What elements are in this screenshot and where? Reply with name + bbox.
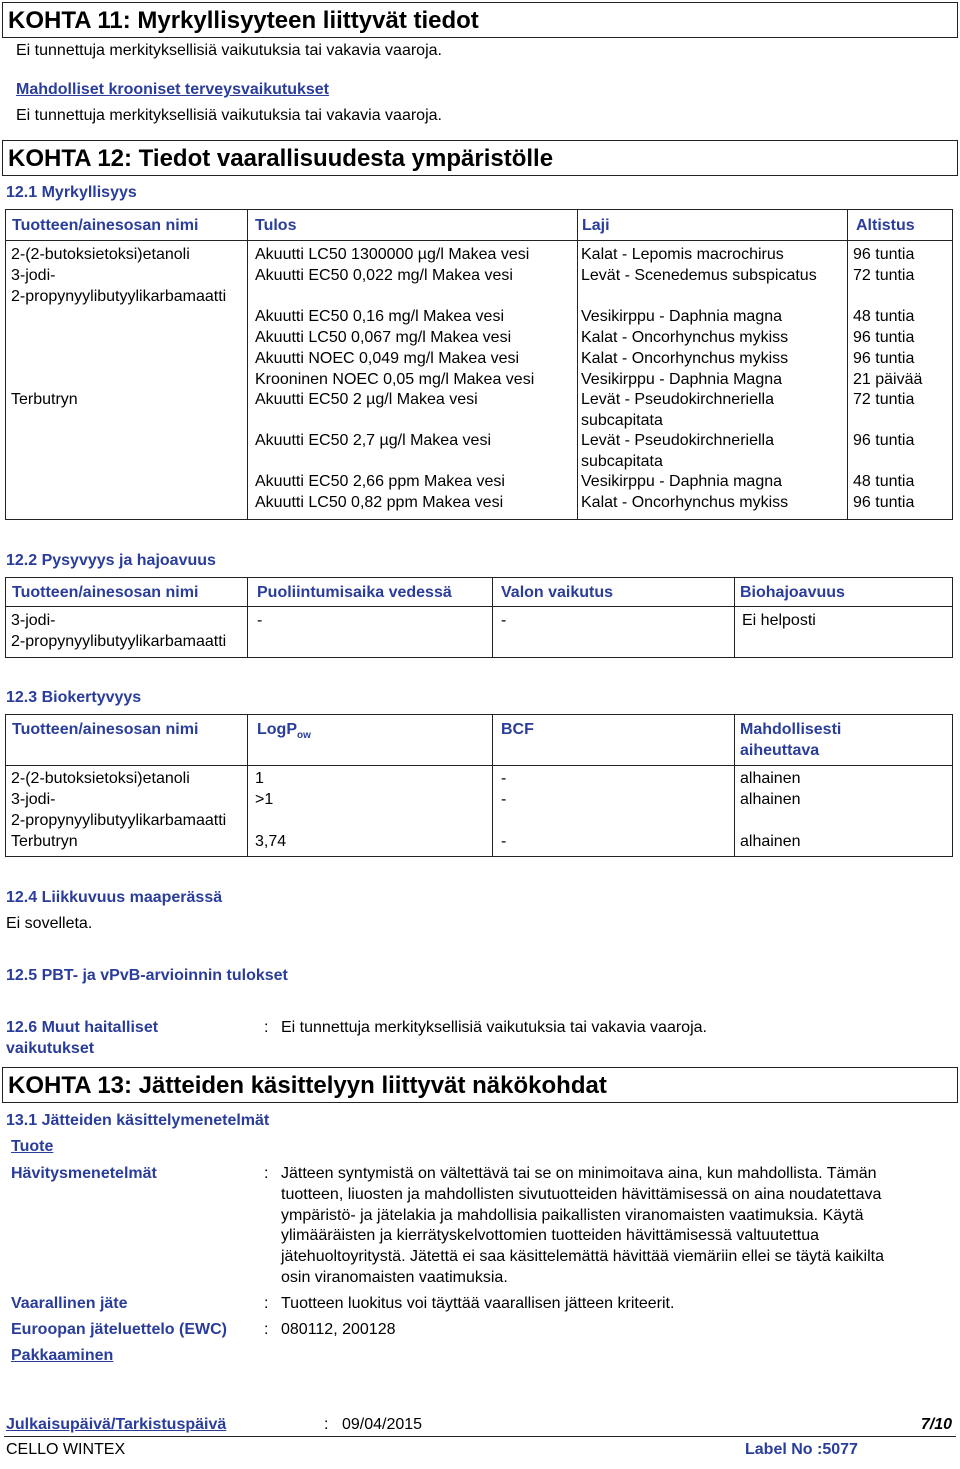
ewc-text: 080112, 200128: [281, 1321, 396, 1338]
bio-potential: alhainen: [740, 791, 801, 808]
colon: :: [264, 1321, 269, 1338]
hazardous-waste-label: Vaarallinen jäte: [11, 1295, 128, 1312]
tox-name: Terbutryn: [11, 391, 78, 408]
tox-result: Akuutti LC50 1300000 µg/l Makea vesi: [255, 246, 530, 263]
tox-exposure: 21 päivää: [853, 371, 923, 388]
tox-exposure: 96 tuntia: [853, 329, 915, 346]
section-12-3-heading: 12.3 Biokertyvyys: [6, 689, 142, 706]
tox-exposure: 48 tuntia: [853, 308, 915, 325]
disposal-line: Jätteen syntymistä on vältettävä tai se on minimoitava aina, kun mahdollista. Tämän: [281, 1165, 877, 1182]
disposal-line: ympäristö- ja jätelakia ja mahdollisia paikallisten viranomaisten vaatimuksia. Käytä: [281, 1206, 864, 1224]
bio-header-potential: Mahdollisesti: [740, 721, 842, 738]
bioaccumulation-table: [5, 714, 953, 857]
tox-result: Akuutti EC50 2,66 ppm Makea vesi: [255, 473, 505, 490]
tox-result: Akuutti EC50 0,022 mg/l Makea vesi: [255, 267, 513, 284]
disposal-line: jätehuoltoyritystä. Jätettä ei saa käsittelemättä hävittää viemäriin ellei se täytä kaikilta: [281, 1248, 884, 1266]
footer-divider: [4, 1436, 956, 1437]
disposal-line: ylimääräisten ja kierrätyskelvottomien tuotteiden hävittämisessä valtuutettua: [281, 1227, 820, 1245]
tox-result: Akuutti EC50 2 µg/l Makea vesi: [255, 391, 478, 408]
bio-potential: alhainen: [740, 833, 801, 850]
bio-header-logp: LogP$_{ow}$: [257, 721, 311, 742]
bio-logp: >1: [255, 791, 274, 808]
bio-bcf: -: [501, 791, 507, 808]
tox-result: Akuutti NOEC 0,049 mg/l Makea vesi: [255, 350, 520, 367]
tox-species: Levät - Pseudokirchneriella: [581, 432, 774, 449]
section-12-4-heading: 12.4 Liikkuvuus maaperässä: [6, 889, 223, 906]
tox-exposure: 96 tuntia: [853, 350, 915, 367]
footer-date-label: Julkaisupäivä/Tarkistuspäivä: [6, 1416, 227, 1433]
section-12-1-heading: 12.1 Myrkyllisyys: [6, 184, 137, 201]
footer-page-number: 7/10: [920, 1416, 952, 1433]
tox-name: 3-jodi-: [11, 267, 56, 284]
ewc-label: Euroopan jäteluettelo (EWC): [11, 1321, 227, 1338]
section-11-text-2: Ei tunnettuja merkityksellisiä vaikutuksia tai vakavia vaaroja.: [16, 107, 442, 124]
tox-name: 2-propynyylibutyylikarbamaatti: [11, 288, 227, 305]
tox-exposure: 72 tuntia: [853, 267, 915, 284]
tox-species-cont: subcapitata: [581, 453, 663, 470]
bio-header-name: Tuotteen/ainesosan nimi: [12, 721, 199, 738]
disposal-text: [281, 1164, 884, 1289]
pers-header-name: Tuotteen/ainesosan nimi: [12, 584, 199, 601]
footer-label-number: Label No :5077: [745, 1441, 858, 1458]
section-12-5-heading: 12.5 PBT- ja vPvB-arvioinnin tulokset: [6, 967, 288, 984]
pers-half-life: -: [257, 612, 263, 629]
pers-light: -: [501, 612, 507, 629]
pers-header-biodegradability: Biohajoavuus: [740, 584, 845, 601]
bio-name: Terbutryn: [11, 833, 78, 850]
colon: :: [264, 1019, 269, 1036]
tox-species: Kalat - Lepomis macrochirus: [581, 246, 784, 263]
pers-header-light: Valon vaikutus: [501, 584, 614, 601]
tox-header-name: Tuotteen/ainesosan nimi: [12, 217, 199, 234]
tox-species: Vesikirppu - Daphnia magna: [581, 308, 783, 325]
tox-species-cont: subcapitata: [581, 412, 663, 429]
section-12-6-heading: 12.6 Muut haitalliset: [6, 1019, 159, 1036]
tox-species: Vesikirppu - Daphnia magna: [581, 473, 783, 490]
section-11-header: [2, 2, 958, 38]
bio-bcf: -: [501, 833, 507, 850]
packaging-link[interactable]: Pakkaaminen: [11, 1347, 114, 1364]
tox-result: Akuutti LC50 0,82 ppm Makea vesi: [255, 494, 504, 511]
tox-result: Akuutti EC50 0,16 mg/l Makea vesi: [255, 308, 505, 325]
persistence-table: [5, 577, 953, 658]
section-11-text-1: Ei tunnettuja merkityksellisiä vaikutuksia tai vakavia vaaroja.: [16, 42, 442, 59]
bio-bcf: -: [501, 770, 507, 787]
colon: :: [264, 1165, 269, 1182]
footer-date: 09/04/2015: [342, 1416, 423, 1433]
tox-species: Levät - Pseudokirchneriella: [581, 391, 774, 408]
tox-species: Kalat - Oncorhynchus mykiss: [581, 329, 789, 346]
tox-result: Krooninen NOEC 0,05 mg/l Makea vesi: [255, 371, 535, 388]
tox-species: Kalat - Oncorhynchus mykiss: [581, 494, 789, 511]
bio-logp: 3,74: [255, 833, 287, 850]
disposal-line: tuotteen, liuosten ja mahdollisten sivutuotteiden hävittämisessä on aina noudatettava: [281, 1185, 882, 1203]
section-11-title: KOHTA 11: Myrkyllisyyteen liittyvät tiedot: [8, 7, 479, 34]
tox-species: Kalat - Oncorhynchus mykiss: [581, 350, 789, 367]
tox-species: Vesikirppu - Daphnia Magna: [581, 371, 783, 388]
disposal-line: osin viranomaisten vaatimuksia.: [281, 1268, 508, 1286]
tox-result: Akuutti LC50 0,067 mg/l Makea vesi: [255, 329, 512, 346]
pers-biodegradability: Ei helposti: [742, 612, 816, 629]
tox-exposure: 72 tuntia: [853, 391, 915, 408]
tox-header-exposure: Altistus: [856, 217, 915, 234]
section-13-header: [2, 1067, 958, 1103]
hazardous-waste-text: Tuotteen luokitus voi täyttää vaarallisen jätteen kriteerit.: [281, 1295, 675, 1312]
section-12-header: [2, 140, 958, 176]
section-12-6-text: Ei tunnettuja merkityksellisiä vaikutuksia tai vakavia vaaroja.: [281, 1019, 707, 1036]
bio-logp: 1: [255, 770, 264, 787]
bio-potential: alhainen: [740, 770, 801, 787]
tox-header-species: Laji: [582, 217, 610, 234]
footer-product: CELLO WINTEX: [6, 1441, 126, 1458]
section-12-title: KOHTA 12: Tiedot vaarallisuudesta ympäristölle: [8, 145, 554, 172]
product-link[interactable]: Tuote: [11, 1138, 54, 1155]
tox-result: Akuutti EC50 2,7 µg/l Makea vesi: [255, 432, 491, 449]
colon: :: [324, 1416, 329, 1433]
pers-name-cont: 2-propynyylibutyylikarbamaatti: [11, 633, 227, 650]
pers-name: 3-jodi-: [11, 612, 56, 629]
tox-header-result: Tulos: [255, 217, 297, 234]
bio-header-bcf: BCF: [501, 721, 534, 738]
tox-exposure: 96 tuntia: [853, 246, 915, 263]
colon: :: [264, 1295, 269, 1312]
bio-name: 2-(2-butoksietoksi)etanoli: [11, 770, 190, 787]
disposal-label: Hävitysmenetelmät: [11, 1165, 157, 1182]
pers-header-half-life: Puoliintumisaika vedessä: [257, 584, 452, 601]
section-13-title: KOHTA 13: Jätteiden käsittelyyn liittyvät näkökohdat: [8, 1072, 607, 1099]
toxicity-table: [5, 209, 953, 520]
section-12-2-heading: 12.2 Pysyvyys ja hajoavuus: [6, 552, 216, 569]
tox-exposure: 48 tuntia: [853, 473, 915, 490]
tox-name: 2-(2-butoksietoksi)etanoli: [11, 246, 190, 263]
bio-header-potential-cont: aiheuttava: [740, 742, 820, 759]
tox-species: Levät - Scenedemus subspicatus: [581, 267, 817, 284]
bio-name: 2-propynyylibutyylikarbamaatti: [11, 812, 227, 829]
section-12-6-heading-cont: vaikutukset: [6, 1040, 95, 1057]
tox-exposure: 96 tuntia: [853, 494, 915, 511]
chronic-effects-link[interactable]: Mahdolliset krooniset terveysvaikutukset: [16, 81, 329, 98]
section-12-4-text: Ei sovelleta.: [6, 915, 93, 932]
tox-exposure: 96 tuntia: [853, 432, 915, 449]
section-13-1-heading: 13.1 Jätteiden käsittelymenetelmät: [6, 1112, 270, 1129]
bio-name: 3-jodi-: [11, 791, 56, 808]
